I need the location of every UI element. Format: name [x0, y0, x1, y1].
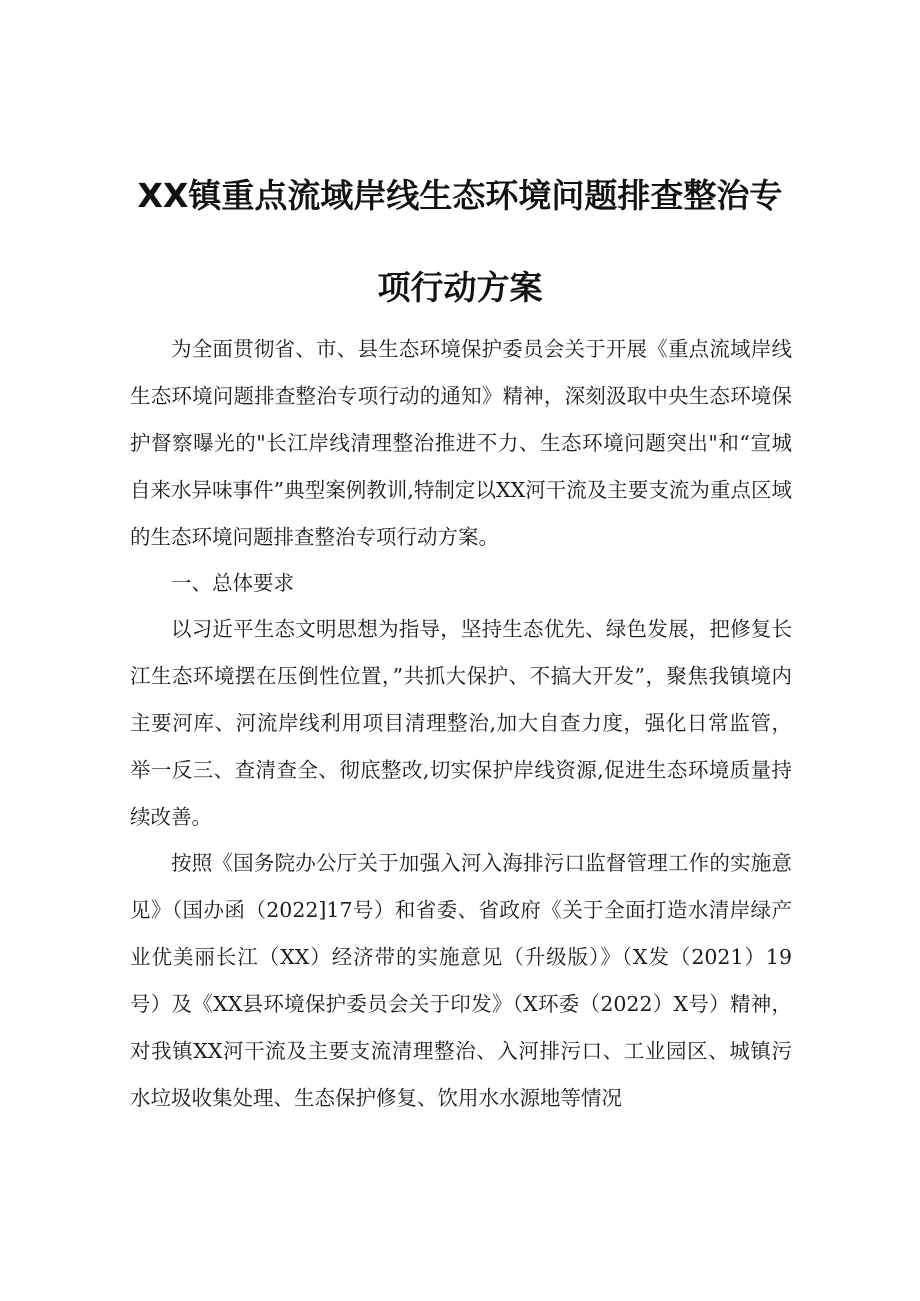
- paragraph-intro: 为全面贯彻省、市、县生态环境保护委员会关于开展《重点流域岸线生态环境问题排查整治专项行动的通知》精神，深刻汲取中央生态环境保护督察曝光的"长江岸线清理整治推进不力、生态环境问题突出"和“宣城自来水异味事件”典型案例教训,特制定以XX河干流及主要支流为重点区域的生态环境问题排查整治专项行动方案。: [130, 337, 792, 549]
- document-title-line1: XX镇重点流域岸线生态环境问题排查整治专: [137, 176, 783, 215]
- paragraph-basis-block: [130, 840, 792, 1122]
- paragraph-policy-basis: 按照《国务院办公厅关于加强入河入海排污口监督管理工作的实施意见》（国办函（2022]17号）和省委、省政府《关于全面打造水清岸绿产业优美丽长江（XX）经济带的实施意见（升级版）》（X发（2021）19号）及《XX县环境保护委员会关于印发》（X环委（2022）X号）精神，对我镇XX河干流及主要支流清理整治、入河排污口、工业园区、城镇污水垃圾收集处理、生态保护修复、饮用水水源地等情况: [130, 851, 792, 1110]
- paragraph-guiding-principles: 以习近平生态文明思想为指导，坚持生态优先、绿色发展，把修复长江生态环境摆在压倒性位置，”共抓大保护、不搞大开发”，聚焦我镇境内主要河库、河流岸线利用项目清理整治,加大自查力度，强化日常监管，举一反三、查清查全、彻底整改,切实保护岸线资源,促进生态环境质量持续改善。: [130, 617, 792, 829]
- document-title-line2: 项行动方案: [377, 268, 543, 307]
- section-heading-general-requirements: 一、总体要求: [171, 571, 294, 595]
- paragraph-guiding-block: [130, 606, 792, 841]
- section-heading-block: [130, 560, 792, 607]
- paragraph-intro-block: [130, 326, 792, 561]
